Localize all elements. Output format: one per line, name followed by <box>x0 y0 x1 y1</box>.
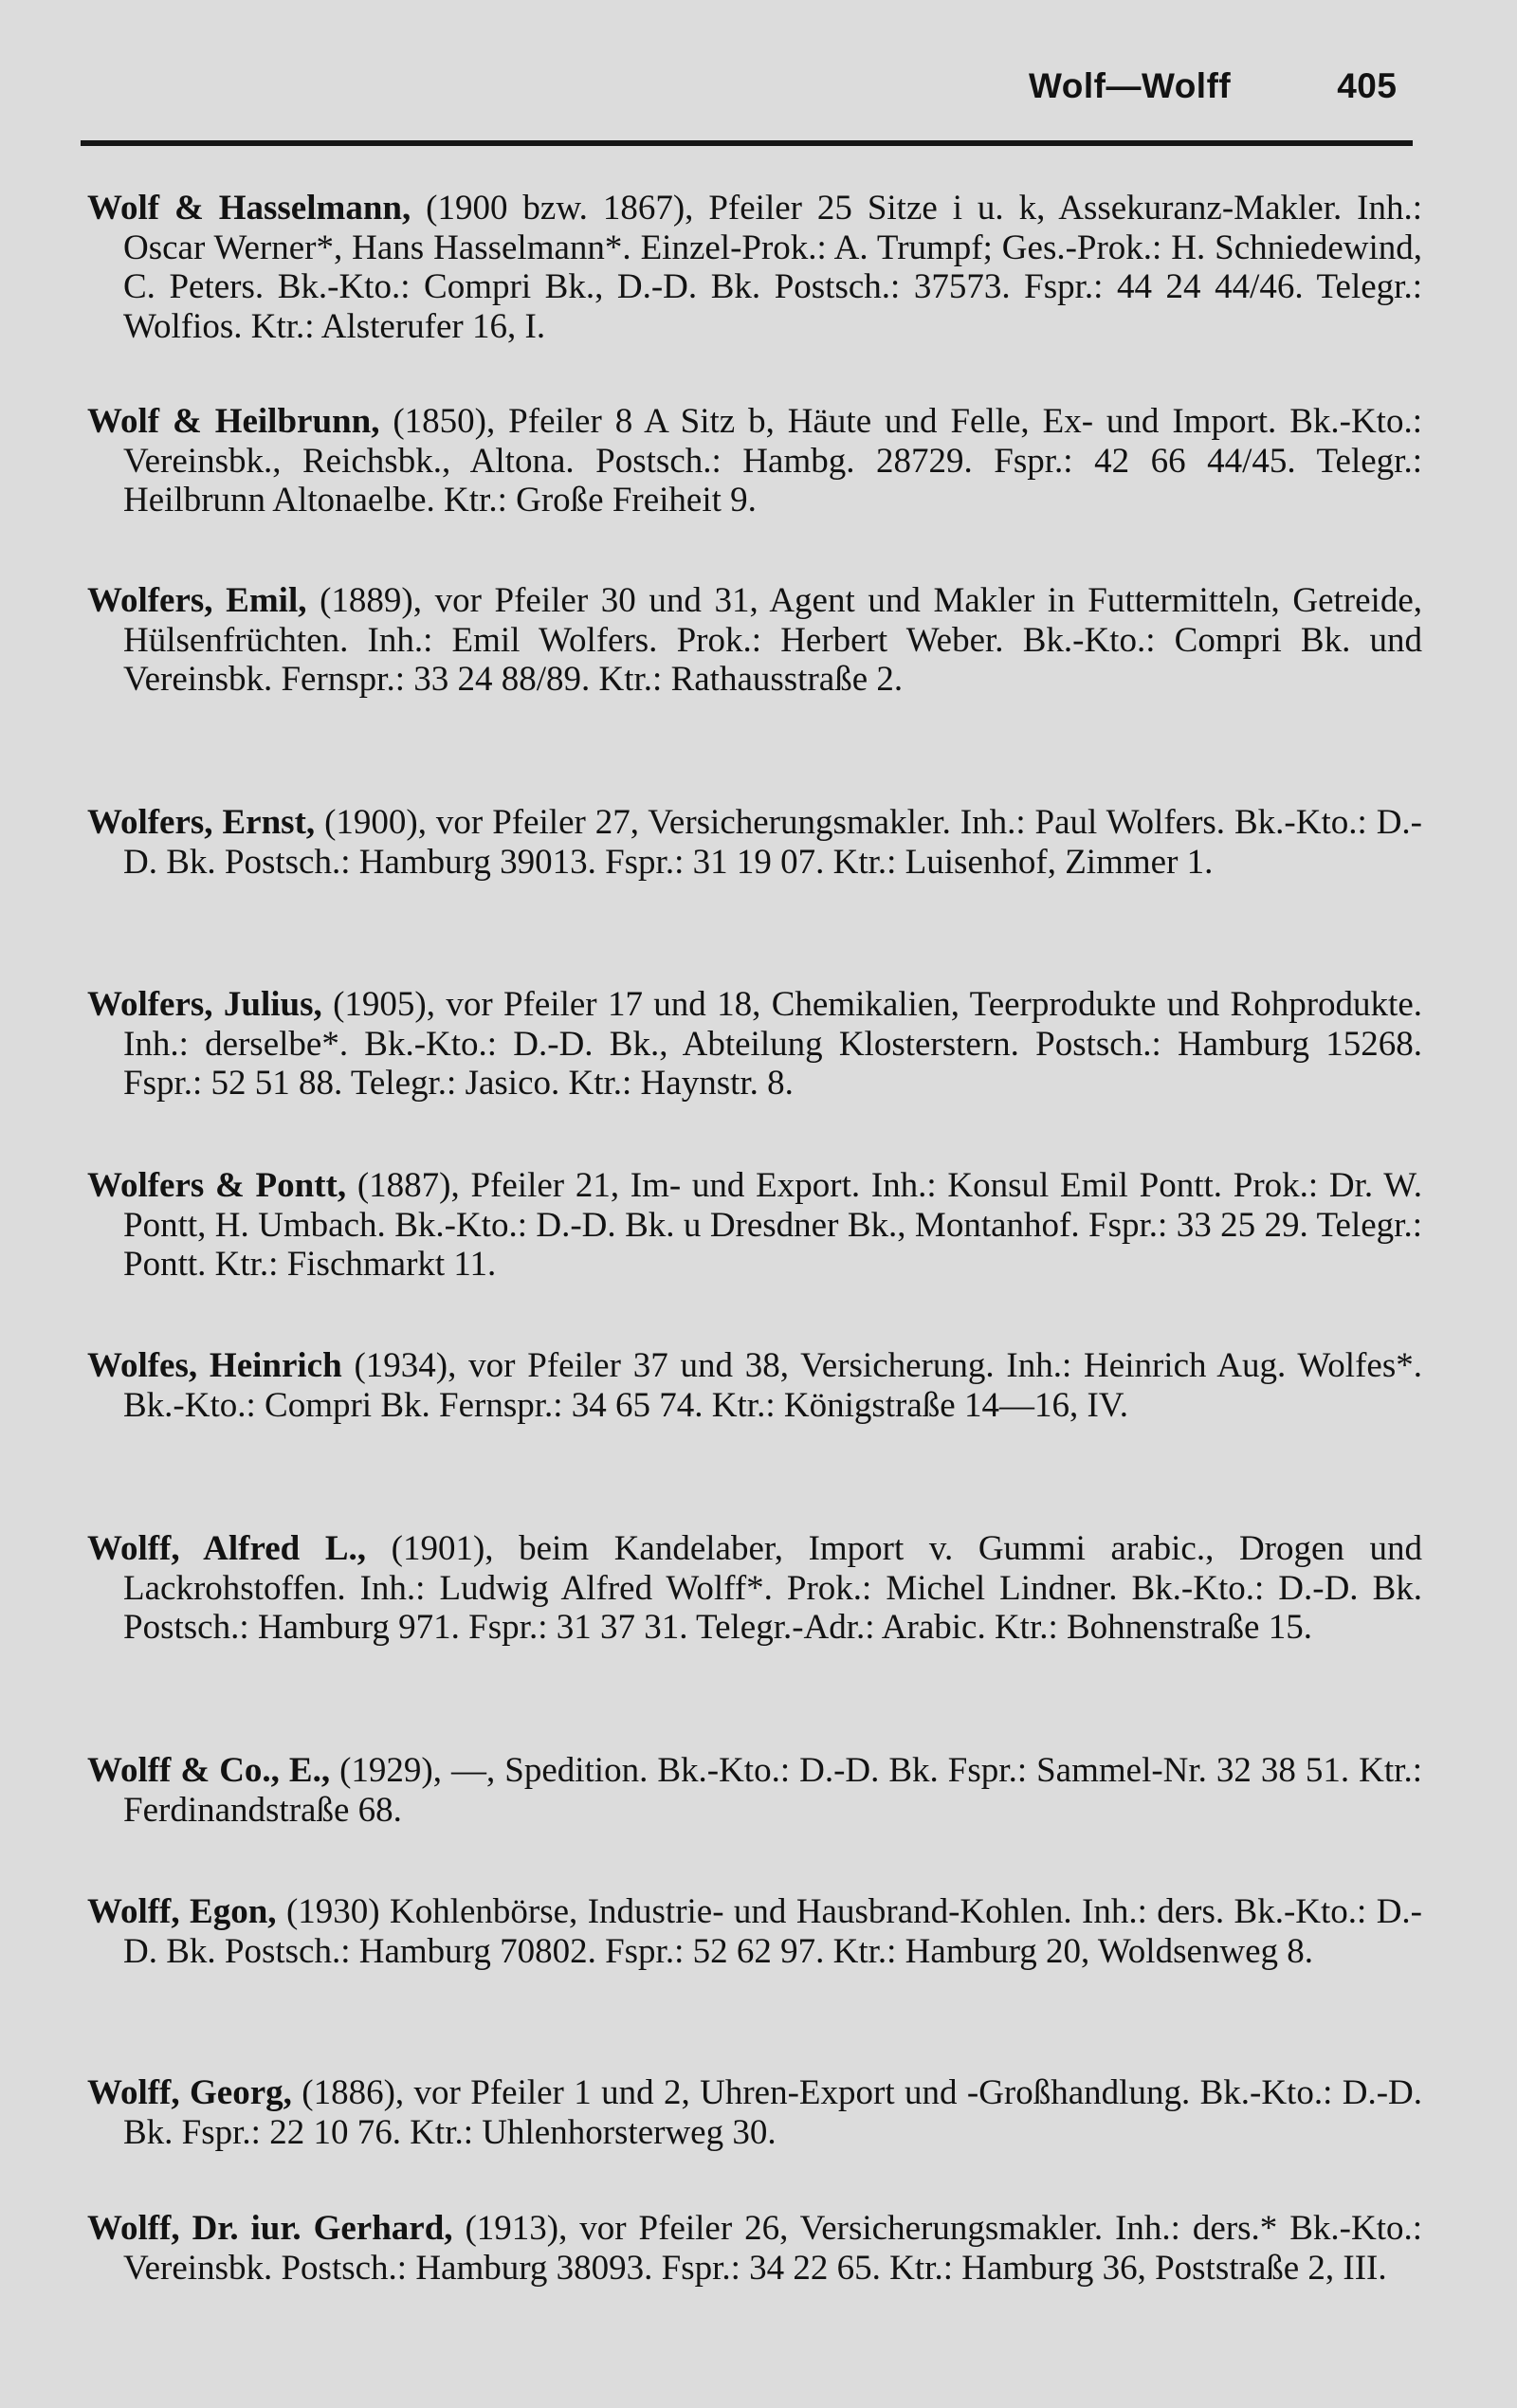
entry-name: Wolff, Egon, <box>87 1892 277 1931</box>
directory-entry <box>87 1751 1422 1830</box>
running-title: Wolf—Wolff <box>1029 66 1232 105</box>
directory-entry <box>87 2209 1422 2288</box>
entry-text: (1889), vor Pfeiler 30 und 31, Agent und Makler in Futtermitteln, Getreide, Hülsenfrüchten. Inh.: Emil Wolfers. Prok.: Herbert Weber. Bk.-Kto.: Compri Bk. und Vereinsbk. Fernspr.: 33 24 88/89. Ktr.: Rathausstraße 2. <box>123 581 1422 700</box>
directory-entry <box>87 1166 1422 1285</box>
entry-text: (1900 bzw. 1867), Pfeiler 25 Sitze i u. k, Assekuranz-Makler. Inh.: Oscar Werner*, Hans Hasselmann*. Einzel-Prok.: A. Trumpf; Ges.-Prok.: H. Schniedewind, C. Peters. Bk.-Kto.: Compri Bk., D.-D. Bk. Postsch.: 37573. Fspr.: 44 24 44/46. Telegr.: Wolfios. Ktr.: Alsterufer 16, I. <box>123 189 1423 346</box>
directory-entry <box>87 2073 1422 2152</box>
entry-text: (1850), Pfeiler 8 A Sitz b, Häute und Felle, Ex- und Import. Bk.-Kto.: Vereinsbk., Reichsbk., Altona. Postsch.: Hambg. 28729. Fspr.: 42 66 44/45. Telegr.: Heilbrunn Altonaelbe. Ktr.: Große Freiheit 9. <box>123 402 1422 520</box>
entry-name: Wolfers, Julius, <box>87 985 322 1024</box>
directory-entry <box>87 803 1422 882</box>
running-header <box>1029 66 1397 106</box>
entry-text: (1900), vor Pfeiler 27, Versicherungsmakler. Inh.: Paul Wolfers. Bk.-Kto.: D.-D. Bk. Postsch.: Hamburg 39013. Fspr.: 31 19 07. Ktr.: Luisenhof, Zimmer 1. <box>123 803 1423 882</box>
entry-name: Wolfers, Ernst, <box>87 803 316 842</box>
entry-name: Wolff, Dr. iur. Gerhard, <box>87 2209 453 2248</box>
directory-entry <box>87 189 1422 346</box>
entry-name: Wolfes, Heinrich <box>87 1346 342 1385</box>
entry-text: (1905), vor Pfeiler 17 und 18, Chemikalien, Teerprodukte und Rohprodukte. Inh.: derselbe*. Bk.-Kto.: D.-D. Bk., Abteilung Klosterstern. Postsch.: Hamburg 15268. Fspr.: 52 51 88. Telegr.: Jasico. Ktr.: Haynstr. 8. <box>123 985 1422 1104</box>
directory-entry <box>87 1892 1422 1971</box>
entry-text: (1887), Pfeiler 21, Im- und Export. Inh.: Konsul Emil Pontt. Prok.: Dr. W. Pontt, H. Umbach. Bk.-Kto.: D.-D. Bk. u Dresdner Bk., Montanhof. Fspr.: 33 25 29. Telegr.: Pontt. Ktr.: Fischmarkt 11. <box>123 1166 1422 1285</box>
entry-name: Wolff, Alfred L., <box>87 1529 367 1568</box>
entry-name: Wolf & Heilbrunn, <box>87 402 380 441</box>
entry-name: Wolfers & Pontt, <box>87 1166 347 1205</box>
directory-entry <box>87 1346 1422 1425</box>
header-rule <box>81 140 1413 146</box>
entry-name: Wolff & Co., E., <box>87 1751 331 1790</box>
entry-text: (1913), vor Pfeiler 26, Versicherungsmakler. Inh.: ders.* Bk.-Kto.: Vereinsbk. Postsch.: Hamburg 38093. Fspr.: 34 22 65. Ktr.: Hamburg 36, Poststraße 2, III. <box>123 2209 1423 2288</box>
entry-text: (1929), —, Spedition. Bk.-Kto.: D.-D. Bk. Fspr.: Sammel-Nr. 32 38 51. Ktr.: Ferdinandstraße 68. <box>123 1751 1422 1830</box>
directory-entry <box>87 1529 1422 1648</box>
entry-text: (1901), beim Kandelaber, Import v. Gummi arabic., Drogen und Lackrohstoffen. Inh.: Ludwig Alfred Wolff*. Prok.: Michel Lindner. Bk.-Kto.: D.-D. Bk. Postsch.: Hamburg 971. Fspr.: 31 37 31. Telegr.-Adr.: Arabic. Ktr.: Bohnenstraße 15. <box>123 1529 1422 1648</box>
entry-name: Wolfers, Emil, <box>87 581 307 620</box>
directory-entry <box>87 402 1422 520</box>
entry-name: Wolff, Georg, <box>87 2073 292 2112</box>
entry-text: (1934), vor Pfeiler 37 und 38, Versicherung. Inh.: Heinrich Aug. Wolfes*. Bk.-Kto.: Compri Bk. Fernspr.: 34 65 74. Ktr.: Königstraße 14—16, IV. <box>123 1346 1422 1425</box>
directory-entry <box>87 581 1422 700</box>
entry-text: (1930) Kohlenbörse, Industrie- und Hausbrand-Kohlen. Inh.: ders. Bk.-Kto.: D.-D. Bk. Postsch.: Hamburg 70802. Fspr.: 52 62 97. Ktr.: Hamburg 20, Woldsenweg 8. <box>123 1892 1423 1971</box>
page-number: 405 <box>1337 66 1398 105</box>
directory-entry <box>87 985 1422 1104</box>
entry-text: (1886), vor Pfeiler 1 und 2, Uhren-Export und -Großhandlung. Bk.-Kto.: D.-D. Bk. Fspr.: 22 10 76. Ktr.: Uhlenhorsterweg 30. <box>123 2073 1422 2152</box>
entry-name: Wolf & Hasselmann, <box>87 189 411 228</box>
